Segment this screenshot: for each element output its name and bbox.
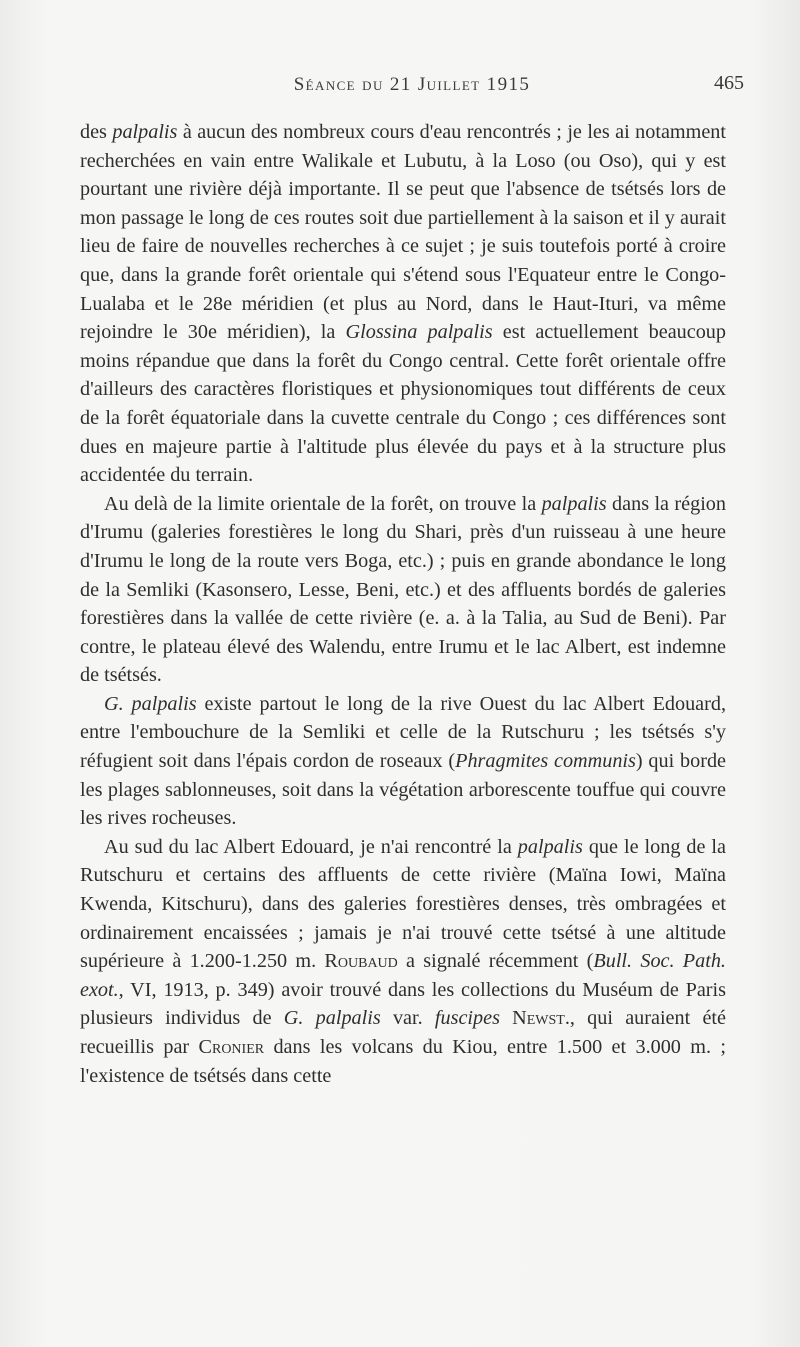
small-caps-name: Roubaud <box>324 950 398 973</box>
body-text <box>80 118 726 1090</box>
text-run: var. <box>380 1007 435 1030</box>
paragraph <box>80 490 726 690</box>
italic-text: Glossina palpalis <box>345 321 493 344</box>
page-header <box>80 68 744 104</box>
text-run: à aucun des nombreux cours d'eau rencontrés ; je les ai notamment recherchées en vain entre Walikale et Lubutu, à la Loso (ou Oso), qui y est pourtant une rivière déjà importante. Il se peut que l'absence de tsétsés lors de mon passage le long de ces routes soit due partiellement à la saison et il y aurait lieu de faire de nouvelles recherches à ce sujet ; je suis toutefois porté à croire que, dans la grande forêt orientale qui s'étend sous l'Equateur entre le Congo-Lualaba et le 28e méridien (et plus au Nord, dans le Haut-Ituri, va même rejoindre le 30e méridien), la <box>80 121 726 344</box>
small-caps-name: Newst. <box>512 1007 570 1030</box>
italic-text: palpalis <box>112 121 178 143</box>
text-run: dans les volcans du Kiou, entre 1.500 et 3.000 m. ; l'existence de tsétsés dans cette <box>80 1036 727 1087</box>
text-run <box>500 1007 512 1029</box>
text-run: a signalé récemment ( <box>397 950 594 973</box>
italic-text: G. palpalis <box>283 1007 381 1030</box>
text-run: est actuellement beaucoup moins répandue que dans la forêt du Congo central. Cette forêt orientale offre d'ailleurs des caractères floristiques et physionomiques tout différents de ceux de la forêt équatoriale dans la cuvette centrale du Congo ; ces différences sont dues en majeure partie à l'altitude plus élevée du pays et à la structure plus accidentée du terrain. <box>80 321 726 487</box>
paragraph <box>80 690 726 833</box>
text-run: que le long de la Rutschuru et certains des affluents de cette rivière (Maïna Iowi, Maïna Kwenda, Kitschuru), dans des galeries forestières denses, très ombragées et ordinairement encaissées ; jamais je n'ai trouvé cette tsétsé à une altitude supérieure à 1.200-1.250 m. <box>80 835 726 973</box>
italic-text: palpalis <box>541 492 607 515</box>
paragraph <box>80 118 726 490</box>
italic-text: G. palpalis <box>104 692 197 715</box>
running-title: Séance du 21 Juillet 1915 <box>293 74 531 95</box>
text-run: existe partout le long de la rive Ouest du lac Albert Edouard, entre l'embouchure de la Semliki et celle de la Rutschuru ; les tsétsés s'y réfugient soit dans l'épais cordon de roseaux ( <box>80 692 727 773</box>
italic-text: Phragmites communis <box>455 750 636 773</box>
text-run: Au delà de la limite orientale de la forêt, on trouve la <box>104 492 542 515</box>
small-caps-name: Cronier <box>198 1036 265 1058</box>
page-number: 465 <box>714 72 744 94</box>
text-run: , qui auraient été recueillis par <box>80 1007 726 1058</box>
text-run: ) qui borde les plages sablonneuses, soit dans la végétation arborescente touffue qui couvre les rives rocheuses. <box>80 750 726 830</box>
text-run: Au sud du lac Albert Edouard, je n'ai rencontré la <box>104 835 518 858</box>
text-run: , VI, 1913, p. 349) avoir trouvé dans les collections du Muséum de Paris plusieurs individus de <box>80 978 726 1030</box>
italic-text: fuscipes <box>434 1007 500 1030</box>
text-run: des <box>80 121 113 143</box>
italic-text: palpalis <box>517 835 583 858</box>
italic-text: Bull. Soc. Path. exot. <box>80 950 726 1001</box>
paragraph <box>80 833 726 1090</box>
text-run: dans la région d'Irumu (galeries forestières le long du Shari, près d'un ruisseau à une heure d'Irumu le long de la route vers Boga, etc.) ; puis en grande abondance le long de la Semliki (Kasonsero, Lesse, Beni, etc.) et des affluents bordés de galeries forestières dans la vallée de cette rivière (e. a. à la Talia, au Sud de Beni). Par contre, le plateau élevé des Walendu, entre Irumu et le lac Albert, est indemne de tsétsés. <box>80 492 726 687</box>
